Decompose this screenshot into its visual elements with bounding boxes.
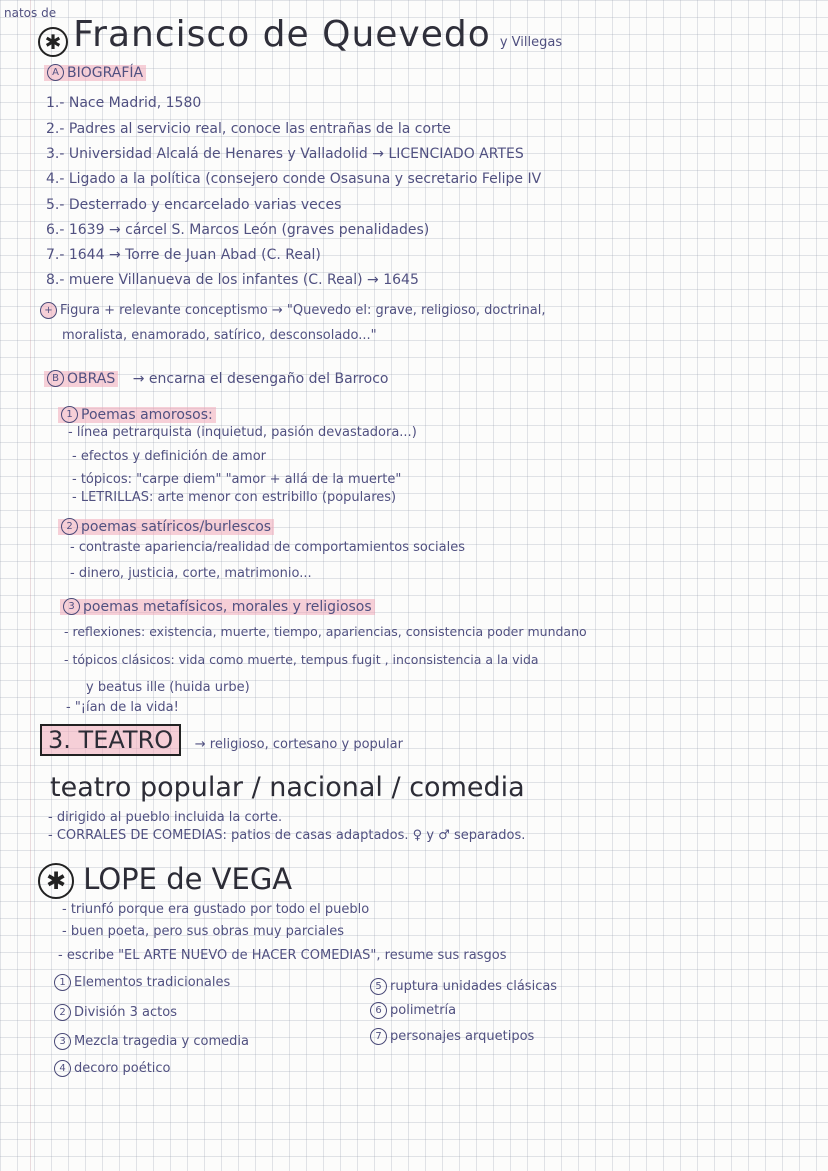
teatro-line: - CORRALES DE COMEDIAS: patios de casas adaptados. ♀ y ♂ separados. bbox=[48, 828, 526, 843]
bio-item: 6.- 1639 → cárcel S. Marcos León (graves penalidades) bbox=[46, 222, 430, 238]
lope-right-item: 7 personajes arquetipos bbox=[370, 1028, 534, 1045]
obras-line: - tópicos: "carpe diem" "amor + allá de la muerte" bbox=[72, 472, 402, 487]
obras-heading bbox=[44, 370, 388, 387]
bio-item: 1.- Nace Madrid, 1580 bbox=[46, 95, 202, 111]
lope-line: - triunfó porque era gustado por todo el pueblo bbox=[62, 902, 370, 917]
obras-line: - "¡ían de la vida! bbox=[66, 700, 179, 715]
teatro-subheading: teatro popular / nacional / comedia bbox=[50, 772, 525, 803]
lope-left-item: 1 Elementos tradicionales bbox=[54, 974, 230, 991]
obras-line: y beatus ille (huida urbe) bbox=[86, 680, 250, 695]
teatro-heading: 3. TEATRO → religioso, cortesano y popular bbox=[40, 726, 403, 754]
page-title-suffix: y Villegas bbox=[499, 35, 563, 50]
obras-line: - reflexiones: existencia, muerte, tiempo, apariencias, consistencia poder mundano bbox=[64, 624, 587, 639]
lope-right-item: 5 ruptura unidades clásicas bbox=[370, 978, 557, 995]
bio-item: 8.- muere Villanueva de los infantes (C. Real) → 1645 bbox=[46, 272, 419, 288]
obras-subtitle: → encarna el desengaño del Barroco bbox=[132, 370, 389, 387]
teatro-subtitle: → religioso, cortesano y popular bbox=[194, 737, 403, 752]
obras-line: - dinero, justicia, corte, matrimonio... bbox=[70, 566, 312, 581]
obras-group-title: 1 Poemas amorosos: bbox=[58, 406, 216, 423]
obras-line: - línea petrarquista (inquietud, pasión devastadora...) bbox=[68, 425, 417, 440]
corner-note: natos de bbox=[4, 6, 57, 20]
lope-left-item: 3 Mezcla tragedia y comedia bbox=[54, 1033, 249, 1050]
lope-line: - buen poeta, pero sus obras muy parciales bbox=[62, 924, 345, 939]
biografia-title: BIOGRAFÍA bbox=[67, 64, 144, 81]
figura-line-2: moralista, enamorado, satírico, desconsolado..." bbox=[62, 328, 377, 343]
page-title: Francisco de Quevedo bbox=[73, 14, 491, 55]
bio-item: 7.- 1644 → Torre de Juan Abad (C. Real) bbox=[46, 247, 321, 263]
plus-circle-icon: + bbox=[40, 302, 57, 319]
page-title-row bbox=[38, 14, 562, 57]
lope-line: - escribe "EL ARTE NUEVO de HACER COMEDIAS", resume sus rasgos bbox=[58, 948, 507, 963]
lope-left-item: 2 División 3 actos bbox=[54, 1004, 177, 1021]
biografia-heading bbox=[44, 64, 146, 81]
teatro-line: - dirigido al pueblo incluida la corte. bbox=[48, 810, 283, 825]
section-b-badge: B bbox=[47, 370, 64, 387]
figura-line-1: + Figura + relevante conceptismo → "Quevedo el: grave, religioso, doctrinal, bbox=[40, 302, 545, 319]
bio-item: 2.- Padres al servicio real, conoce las entrañas de la corte bbox=[46, 121, 451, 137]
lope-heading: ✱ LOPE de VEGA bbox=[38, 862, 292, 899]
obras-group-title: 2 poemas satíricos/burlescos bbox=[58, 518, 274, 535]
section-a-badge: A bbox=[47, 64, 64, 81]
obras-line: - contraste apariencia/realidad de comportamientos sociales bbox=[70, 540, 465, 555]
asterisk-icon: ✱ bbox=[38, 27, 68, 57]
obras-title: OBRAS bbox=[67, 370, 116, 387]
notebook-margin-line bbox=[30, 0, 31, 1171]
lope-right-item: 6 polimetría bbox=[370, 1002, 456, 1019]
bio-item: 5.- Desterrado y encarcelado varias veces bbox=[46, 197, 342, 213]
lope-left-item: 4 decoro poético bbox=[54, 1060, 171, 1077]
bio-item: 3.- Universidad Alcalá de Henares y Valladolid → LICENCIADO ARTES bbox=[46, 146, 524, 162]
obras-line: - efectos y definición de amor bbox=[72, 449, 267, 464]
asterisk-icon: ✱ bbox=[38, 863, 74, 899]
obras-line: - tópicos clásicos: vida como muerte, tempus fugit , inconsistencia a la vida bbox=[64, 652, 539, 667]
obras-line: - LETRILLAS: arte menor con estribillo (populares) bbox=[72, 490, 397, 505]
bio-item: 4.- Ligado a la política (consejero conde Osasuna y secretario Felipe IV bbox=[46, 171, 542, 187]
obras-group-title: 3 poemas metafísicos, morales y religiosos bbox=[60, 598, 375, 615]
